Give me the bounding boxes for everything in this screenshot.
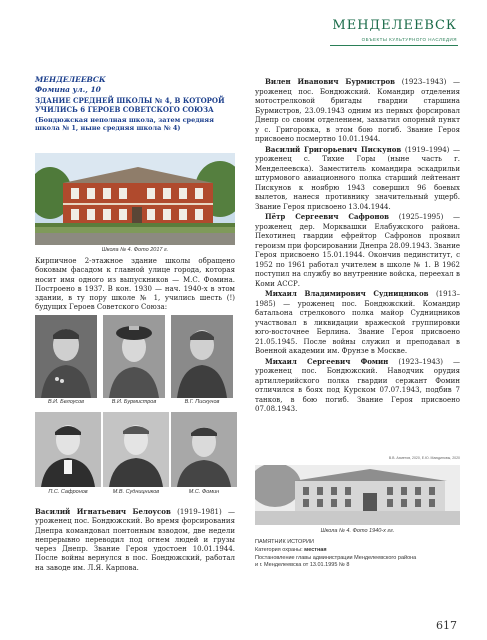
- bio-sudnitsnikov: [255, 289, 460, 357]
- portrait-sudnitsnikov: [103, 412, 169, 487]
- memorial-category: [255, 547, 327, 554]
- portrait-caption: П.С. Сафронов: [48, 489, 88, 495]
- photo-credit: В.В. Ахметов, 2020, Е.Ю. Маюдиновы, 2020: [388, 456, 460, 460]
- biographies: [255, 77, 460, 415]
- article-heading: ЗДАНИЕ СРЕДНЕЙ ШКОЛЫ № 4, В КОТОРОЙ УЧИЛИСЬ 6 ГЕРОЕВ СОВЕТСКОГО СОЮЗА: [35, 96, 225, 114]
- bio-piskunov: [255, 145, 460, 213]
- memorial-decree-line: Постановление главы администрации Менделеевского района: [255, 555, 417, 561]
- portrait-fomin: [171, 412, 237, 487]
- portrait-burmistrov: [103, 315, 165, 398]
- bio-name: Михаил Владимирович Судницников: [265, 289, 429, 298]
- bio-fomin: [255, 357, 460, 415]
- portrait-safronov: [35, 412, 101, 487]
- bio-body: (1923–1943) — уроженец пос. Бондюжский. Командир отделения мотострелковой бригады гвардии старшина Бурмистров, 23.09.1943 одним из первых форсировал Днепр со своим отделением, захватил опорный пункт у с. Григоровка, в этом бою погиб. Звание Героя присвоено посмертно 10.01.1944.: [255, 78, 460, 143]
- portrait-caption: М.В. Судницников: [112, 489, 160, 495]
- bio-name: Василий Игнатьевич Белоусов: [35, 507, 171, 516]
- portrait-caption: В.Г. Пискунов: [184, 399, 220, 405]
- section-title: МЕНДЕЛЕЕВСК: [332, 18, 457, 33]
- bio-name: Вилен Иванович Бурмистров: [265, 77, 396, 86]
- bio-safronov: [255, 212, 460, 289]
- bio-burmistrov: [255, 77, 460, 145]
- bio-name: Пётр Сергеевич Сафронов: [265, 212, 390, 221]
- category-label: Категория охраны:: [255, 547, 305, 553]
- bio-name: Василий Григорьевич Пискунов: [265, 144, 402, 154]
- article-subheading: (Бондюжская неполная школа, затем средняя школа № 1, ныне средняя школа № 4): [35, 116, 214, 132]
- belousov-bio: [35, 507, 235, 573]
- page-number: 617: [436, 619, 457, 632]
- location-street: Фомина ул., 10: [35, 85, 101, 94]
- school-photo-caption: Школа № 4. Фото 2017 г.: [101, 247, 169, 253]
- bio-body: (1925–1995) — уроженец дер. Морквашки Елабужского района. Пехотинец гвардии ефрейтор Сафронов проявил героизм при форсировании Днепра 28.09.1943. Звание Героя присвоено 15.01.1944. Окончив пединститут, с 1952 по 1961 работал учителем в школе № 1. В 1962 поступил на службу во внутренние войска, переехал в Коми АССР.: [255, 213, 461, 288]
- bio-body: (1923–1943) — уроженец пос. Бондюжский. Наводчик орудия артиллерийского полка гвардии сержант Фомин отличился в боях под Курском 07.07.1943, подбив 7 танков, в бою погиб. Звание Героя присвоено 07.08.1943.: [255, 357, 461, 413]
- portrait-caption: М.С. Фомин: [188, 489, 220, 495]
- header-divider: [330, 45, 458, 46]
- memorial-title: ПАМЯТНИК ИСТОРИИ: [255, 539, 314, 545]
- portrait-caption: В.И. Бурмистров: [111, 399, 157, 405]
- bio-body: (1919–1981) — уроженец пос. Бондюжский. Во время форсирования Днепра командовал понтонным взводом, две недели непрерывно переводил под огнем людей и грузы через Днепр. Звание Героя удостоен 10.01.1944. После войны вернулся в пос. Бондюжский, работал на заводе им. Л.Я. Карпова.: [35, 508, 235, 572]
- portrait-piskunov: [171, 315, 233, 398]
- portrait-belousov: [35, 315, 97, 398]
- historic-photo-caption: Школа № 4. Фото 1940-х гг.: [320, 528, 395, 534]
- category-value: местная: [304, 547, 327, 553]
- intro-paragraph: Кирпичное 2-этажное здание школы обращено боковым фасадом к главной улице города, которая носит имя одного из выпускников — М.С. Фомина. Построено в 1937. В кон. 1930 — нач. 1940-х в этом здании, в ту пору школе № 1, учились шесть (!) будущих Героев Советского Союза:: [35, 257, 235, 312]
- memorial-decree-line: и г. Менделеевска от 13.01.1995 № 8: [255, 562, 350, 568]
- bio-name: Михаил Сергеевич Фомин: [265, 356, 389, 366]
- section-subtitle: ОБЪЕКТЫ КУЛЬТУРНОГО НАСЛЕДИЯ: [361, 37, 457, 42]
- bio-body: (1919–1994) — уроженец с. Тихие Горы (ныне часть г. Менделеевска). Заместитель командира эскадрильи штурмового авиационного полка старший лейтенант Пискунов к ноябрю 1943 совершил 96 боевых вылетов, нанеся противнику значительный ущерб. Звание Героя присвоено 13.04.1944.: [255, 145, 460, 211]
- location-town: МЕНДЕЛЕЕВСК: [35, 75, 106, 84]
- bio-body: (1913–1985) — уроженец пос. Бондюжский. Командир батальона стрелкового полка майор Судницников участвовал в ликвидации вражеской группировки юго-восточнее Берлина. Звание Героя присвоено 21.05.1945. После войны служил и преподавал в Военной академии им. Фрунзе в Москве.: [255, 290, 460, 355]
- portrait-caption: В.И. Белоусов: [47, 399, 85, 405]
- school-photo: [35, 153, 235, 245]
- historic-school-photo: [255, 465, 460, 525]
